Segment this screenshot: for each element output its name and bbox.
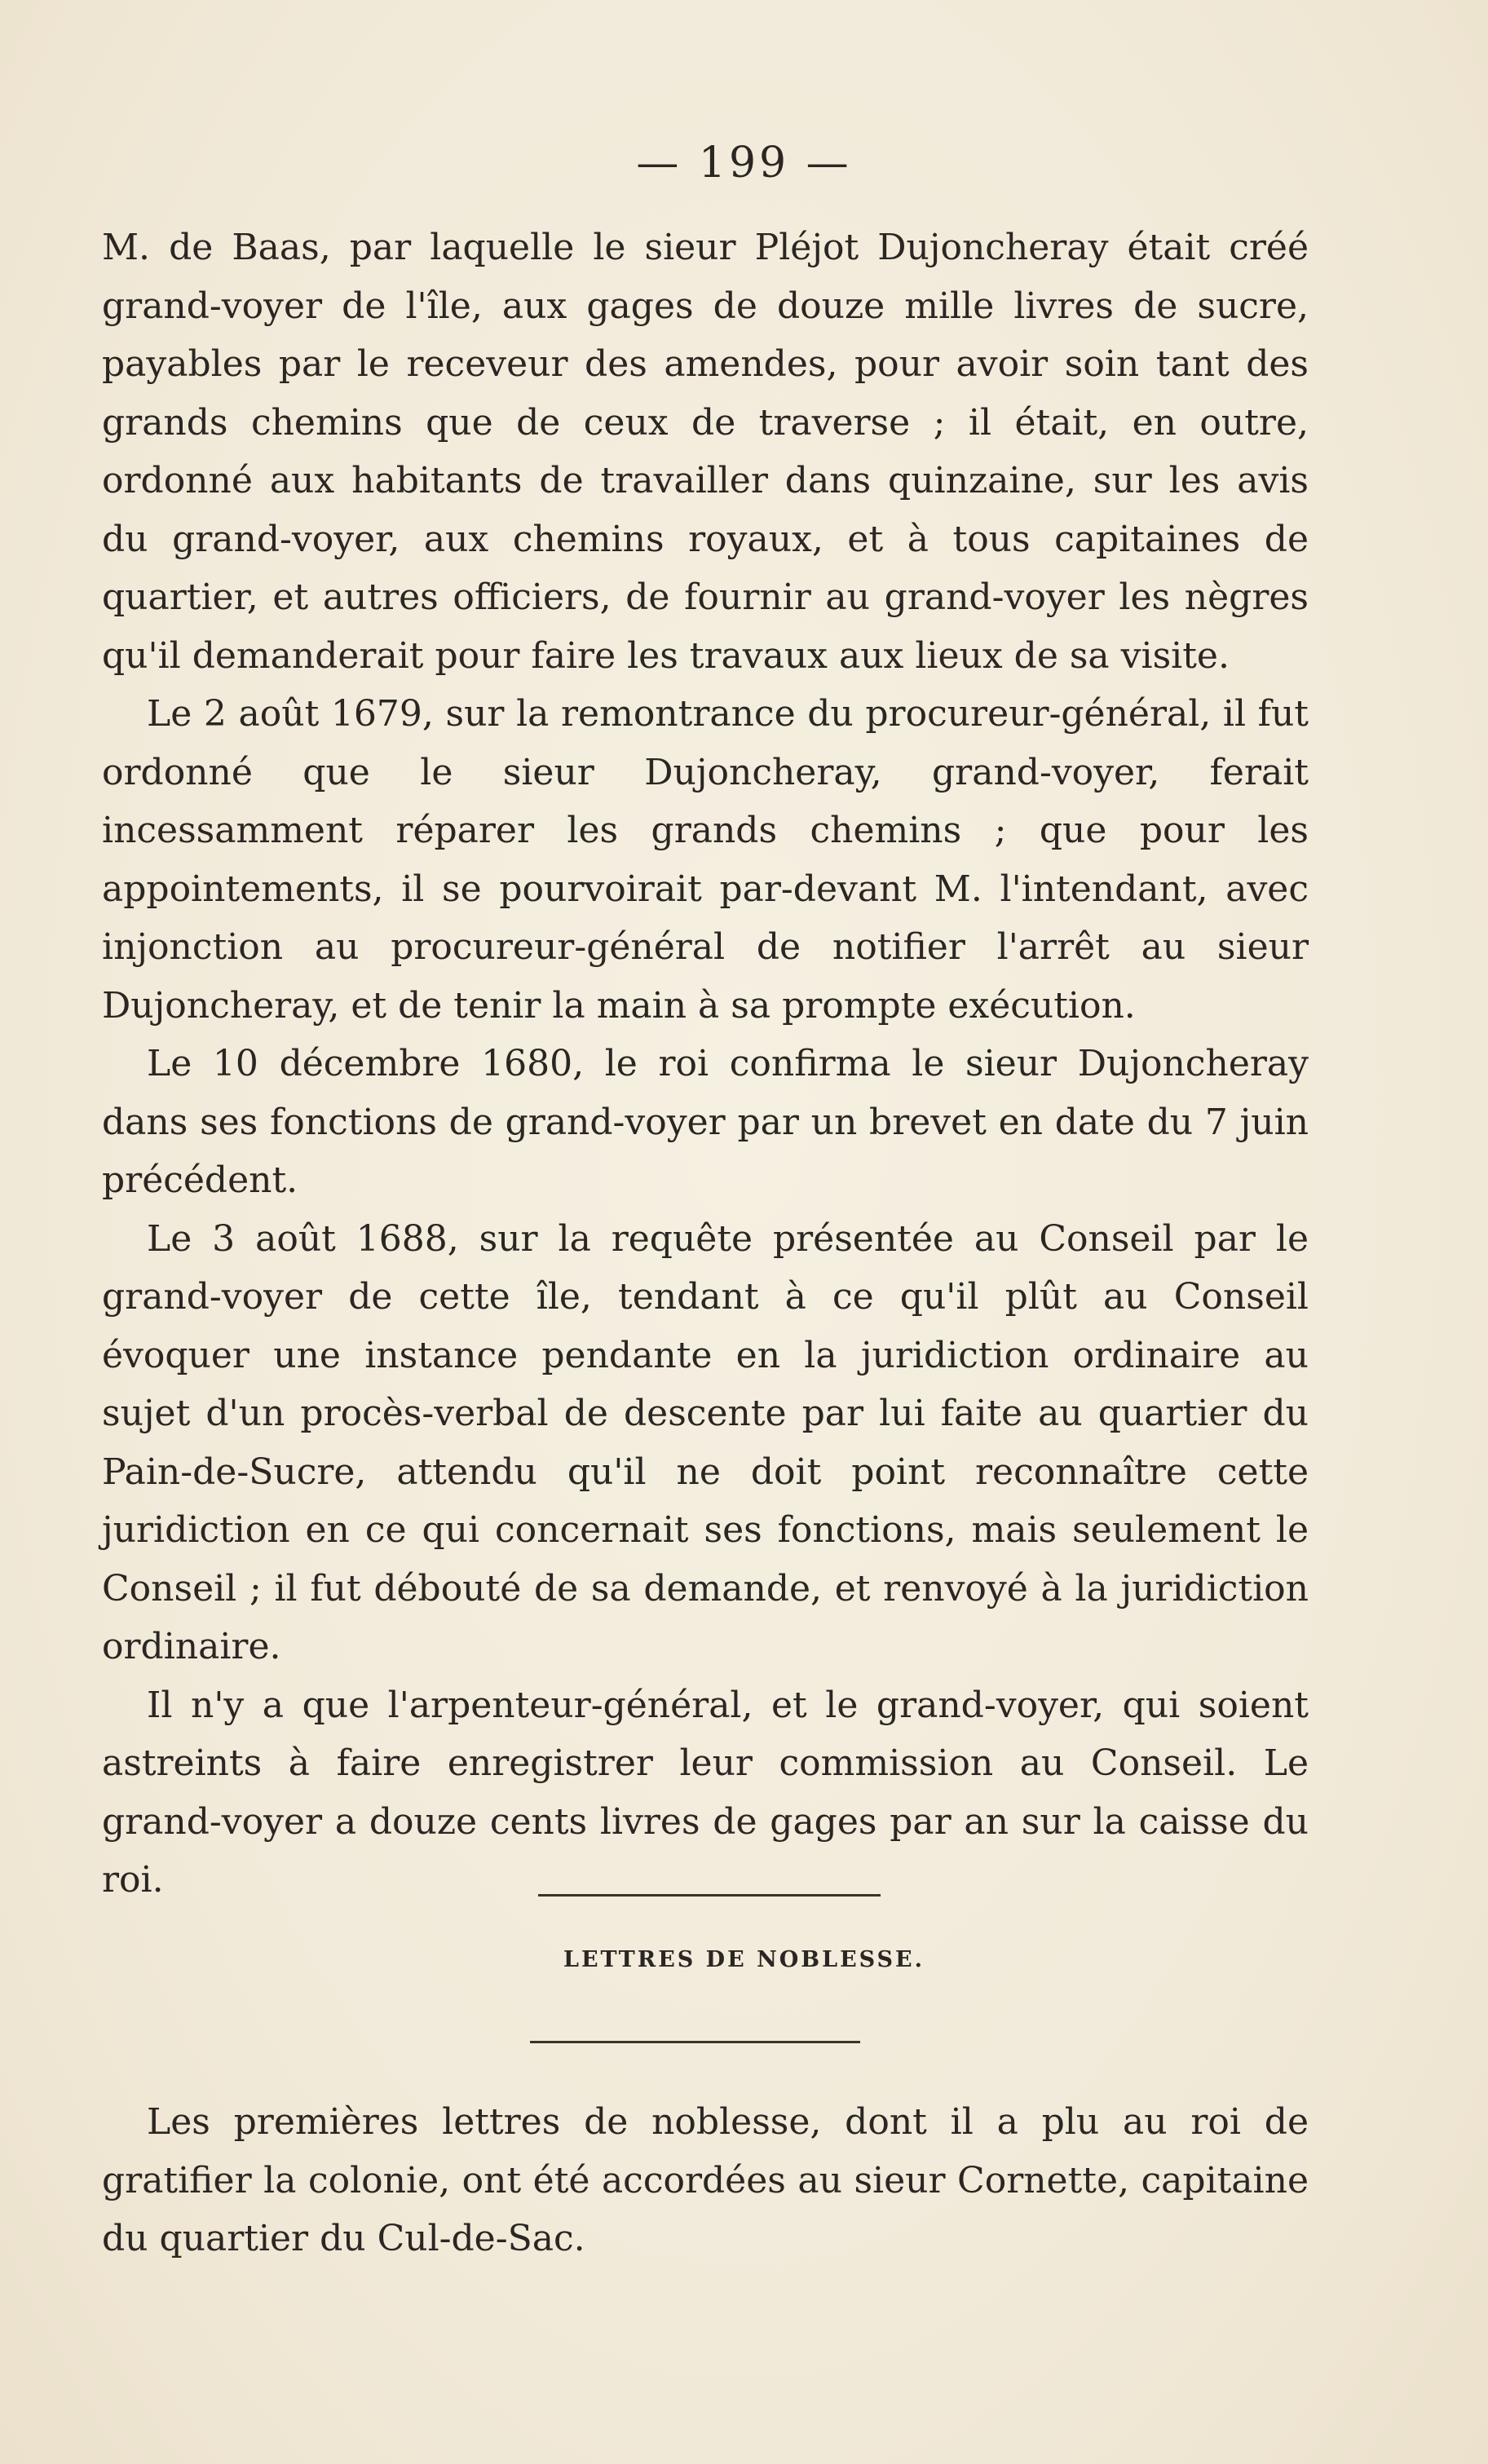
section-text xyxy=(102,2093,1309,2268)
section-divider-top xyxy=(538,1894,881,1897)
section-title: LETTRES DE NOBLESSE. xyxy=(563,1947,925,1972)
paragraph-2: Le 2 août 1679, sur la remontrance du procureur-général, il fut ordonné que le sieur Dujoncheray, grand-voyer, ferait incessamment réparer les grands chemins ; que pour les appointements, il se pourvoirait par-devant M. l'intendant, avec injonction au procureur-général de notifier l'arrêt au sieur Dujoncheray, et de tenir la main à sa prompte exécution. xyxy=(102,693,1309,1027)
body-text xyxy=(102,219,1309,1910)
section-paragraph-1: Les premières lettres de noblesse, dont il a plu au roi de gratifier la colonie, ont été accordées au sieur Cornette, capitaine du quartier du Cul-de-Sac. xyxy=(102,2101,1309,2259)
section-divider-bottom xyxy=(530,2041,860,2043)
paragraph-5: Il n'y a que l'arpenteur-général, et le grand-voyer, qui soient astreints à faire enregistrer leur commission au Conseil. Le grand-voyer a douze cents livres de gages par an sur la caisse du roi. xyxy=(102,1684,1309,1901)
page-number: — 199 — xyxy=(636,139,852,188)
paragraph-3: Le 10 décembre 1680, le roi confirma le sieur Dujoncheray dans ses fonctions de grand-voyer par un brevet en date du 7 juin précédent. xyxy=(102,1043,1309,1201)
paragraph-4: Le 3 août 1688, sur la requête présentée au Conseil par le grand-voyer de cette île, tendant à ce qu'il plût au Conseil évoquer une instance pendante en la juridiction ordinaire au sujet d'un procès-verbal de descente par lui faite au quartier du Pain-de-Sucre, attendu qu'il ne doit point reconnaître cette juridiction en ce qui concernait ses fonctions, mais seulement le Conseil ; il fut débouté de sa demande, et renvoyé à la juridiction ordinaire. xyxy=(102,1217,1309,1667)
paragraph-1: M. de Baas, par laquelle le sieur Pléjot Dujoncheray était créé grand-voyer de l'île, aux gages de douze mille livres de sucre, payables par le receveur des amendes, pour avoir soin tant des grands chemins que de ceux de traverse ; il était, en outre, ordonné aux habitants de travailler dans quinzaine, sur les avis du grand-voyer, aux chemins royaux, et à tous capitaines de quartier, et autres officiers, de fournir au grand-voyer les nègres qu'il demanderait pour faire les travaux aux lieux de sa visite. xyxy=(102,227,1309,677)
